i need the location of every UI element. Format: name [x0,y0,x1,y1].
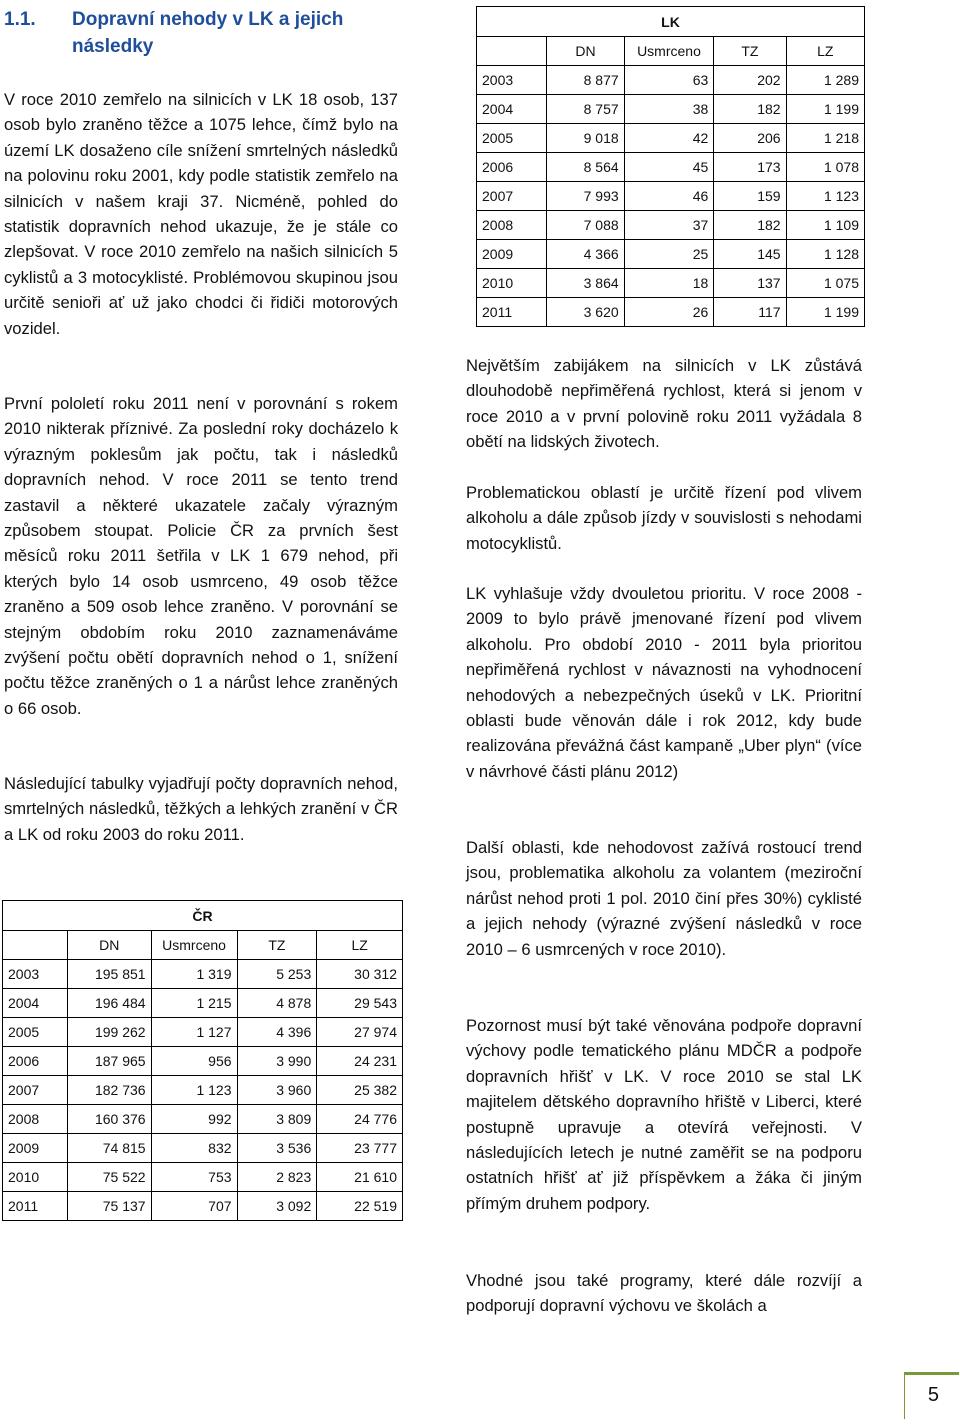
table-cell-value: 23 777 [317,1134,403,1163]
table-cell-value: 1 218 [786,124,864,153]
table-cell-value: 30 312 [317,960,403,989]
table-row [3,1105,403,1134]
table-cell-value: 75 522 [67,1163,151,1192]
table-cell-value: 1 123 [151,1076,237,1105]
table-cell-year: 2003 [3,960,68,989]
table-cr [2,900,403,1221]
table-cell-value: 7 993 [547,182,624,211]
table-cell-year: 2004 [477,95,547,124]
table-cell-value: 4 366 [547,240,624,269]
table-cell-value: 21 610 [317,1163,403,1192]
table-cell-value: 26 [624,298,714,327]
section-title: Dopravní nehody v LK a jejich následky [72,9,344,57]
table-row [477,124,865,153]
table-lk [476,6,865,327]
table-cell-value: 74 815 [67,1134,151,1163]
table-row [3,1076,403,1105]
table-row [477,269,865,298]
table-cell-value: 4 878 [237,989,317,1018]
table-cell-value: 199 262 [67,1018,151,1047]
table-lk-header-tz: TZ [714,37,786,66]
table-cell-value: 1 128 [786,240,864,269]
table-cell-value: 182 [714,95,786,124]
table-cell-value: 160 376 [67,1105,151,1134]
paragraph-priority: LK vyhlašuje vždy dvouletou prioritu. V roce 2008 - 2009 to bylo právě jmenované řízení pod vlivem alkoholu. Pro období 2010 - 2011 byla prioritou nepřiměřená rychlost v návaznosti na vyhodnocení nehodových a nebezpečných úseků v LK. Prioritní oblasti bude věnován dále i rok 2012, kdy bude realizována převážná část kampaně „Uber plyn“ (více v návrhové části plánu 2012) [466,584,862,781]
table-cell-year: 2009 [3,1134,68,1163]
table-row [477,182,865,211]
page-number: 5 [927,1384,939,1406]
table-row [477,240,865,269]
table-cr-header-tz: TZ [237,931,317,960]
paragraph-intro: V roce 2010 zemřelo na silnicích v LK 18 osob, 137 osob bylo zraněno těžce a 1075 lehce, čímž bylo na území LK dosaženo cíle snížení smrtelných následků na polovinu roku 2001, kdy podle statistik zemřelo na silnicích v našem kraji 37. Nicméně, pohled do statistik dopravních nehod ukazuje, že je stále co zlepšovat. V roce 2010 zemřelo na našich silnicích 5 cyklistů a 3 motocyklisté. Problémovou skupinou jsou určitě senioři ať už jako chodci či řidiči motorových vozidel. [4,90,398,338]
table-row [3,1192,403,1221]
paragraph-first-half-2011: První pololetí roku 2011 není v porovnání s rokem 2010 nikterak příznivé. Za poslední roky docházelo k výrazným poklesům jak počtu, tak i následků dopravních nehod. V roce 2011 se tento trend zastavil a některé ukazatele začaly výrazným způsobem stoupat. Policie ČR za prvních šest měsíců roku 2011 šetřila v LK 1 679 nehod, při kterých bylo 14 osob usmrceno, 49 osob těžce zraněno a 509 osob lehce zraněno. V porovnání se stejným obdobím roku 2010 zaznamenáváme zvýšení počtu obětí dopravních nehod o 1, snížení počtu těžce zraněných o 1 a nárůst lehce zraněných o 66 osob. [4,394,398,718]
table-cell-year: 2008 [3,1105,68,1134]
table-cell-value: 1 109 [786,211,864,240]
table-lk-header-empty [477,37,547,66]
table-cell-value: 8 757 [547,95,624,124]
table-cell-value: 27 974 [317,1018,403,1047]
table-cell-value: 832 [151,1134,237,1163]
table-cell-value: 753 [151,1163,237,1192]
table-cell-value: 2 823 [237,1163,317,1192]
table-cell-year: 2011 [3,1192,68,1221]
table-cell-value: 3 536 [237,1134,317,1163]
table-cell-value: 46 [624,182,714,211]
table-cell-value: 1 127 [151,1018,237,1047]
table-cell-value: 3 960 [237,1076,317,1105]
table-cell-year: 2005 [477,124,547,153]
table-cell-value: 63 [624,66,714,95]
table-lk-header-usmrceno: Usmrceno [624,37,714,66]
table-cell-year: 2006 [3,1047,68,1076]
table-cr-title: ČR [3,901,403,931]
table-cell-value: 45 [624,153,714,182]
table-cell-value: 22 519 [317,1192,403,1221]
table-cell-value: 42 [624,124,714,153]
table-row [477,211,865,240]
table-cell-value: 195 851 [67,960,151,989]
table-cell-value: 1 199 [786,298,864,327]
table-cell-value: 3 620 [547,298,624,327]
table-cell-value: 4 396 [237,1018,317,1047]
table-row [3,1047,403,1076]
table-row [477,153,865,182]
table-cell-value: 956 [151,1047,237,1076]
table-cell-year: 2003 [477,66,547,95]
table-cr-header-lz: LZ [317,931,403,960]
table-lk-title: LK [477,7,865,37]
table-cell-value: 159 [714,182,786,211]
table-cell-value: 1 075 [786,269,864,298]
table-cell-value: 187 965 [67,1047,151,1076]
table-cell-value: 117 [714,298,786,327]
table-cell-value: 18 [624,269,714,298]
table-cell-year: 2004 [3,989,68,1018]
table-cell-year: 2010 [3,1163,68,1192]
section-number: 1.1. [4,9,36,30]
table-cell-value: 1 215 [151,989,237,1018]
page-number-box [904,1372,959,1419]
table-row [477,95,865,124]
table-cell-value: 75 137 [67,1192,151,1221]
table-cell-year: 2005 [3,1018,68,1047]
table-cell-value: 992 [151,1105,237,1134]
table-cell-value: 25 382 [317,1076,403,1105]
table-cell-value: 3 809 [237,1105,317,1134]
table-cell-year: 2007 [3,1076,68,1105]
table-cell-value: 1 319 [151,960,237,989]
table-lk-header-dn: DN [547,37,624,66]
table-cell-value: 1 199 [786,95,864,124]
table-cell-value: 24 231 [317,1047,403,1076]
table-cell-year: 2007 [477,182,547,211]
table-cell-value: 29 543 [317,989,403,1018]
table-cell-value: 206 [714,124,786,153]
paragraph-speed: Největším zabijákem na silnicích v LK zůstává dlouhodobě nepřiměřená rychlost, která si jenom v roce 2010 a v první polovině roku 2011 vyžádala 8 obětí na lidských životech. [466,356,862,452]
table-lk-header-lz: LZ [786,37,864,66]
table-cell-value: 1 078 [786,153,864,182]
table-cell-value: 24 776 [317,1105,403,1134]
table-cell-year: 2011 [477,298,547,327]
paragraph-programs: Vhodné jsou také programy, které dále rozvíjí a podporují dopravní výchovu ve školách a [466,1271,862,1316]
paragraph-tables-intro: Následující tabulky vyjadřují počty dopravních nehod, smrtelných následků, těžkých a lehkých zranění v ČR a LK od roku 2003 do roku 2011. [4,774,398,844]
table-cell-value: 8 564 [547,153,624,182]
table-cell-year: 2006 [477,153,547,182]
table-row [3,1018,403,1047]
table-cell-value: 9 018 [547,124,624,153]
table-cell-value: 1 289 [786,66,864,95]
table-cell-value: 1 123 [786,182,864,211]
table-row [3,960,403,989]
table-cell-value: 173 [714,153,786,182]
table-cr-header-empty [3,931,68,960]
table-cell-value: 8 877 [547,66,624,95]
table-cell-value: 7 088 [547,211,624,240]
table-cell-value: 202 [714,66,786,95]
table-cell-value: 707 [151,1192,237,1221]
table-cell-value: 182 [714,211,786,240]
table-row [477,298,865,327]
table-cell-year: 2010 [477,269,547,298]
paragraph-alcohol: Problematickou oblastí je určitě řízení pod vlivem alkoholu a dále způsob jízdy v souvislosti s nehodami motocyklistů. [466,483,862,553]
table-cell-value: 137 [714,269,786,298]
table-cell-value: 37 [624,211,714,240]
table-row [3,1134,403,1163]
table-cell-value: 3 092 [237,1192,317,1221]
table-cell-value: 3 990 [237,1047,317,1076]
table-row [477,66,865,95]
table-cell-value: 3 864 [547,269,624,298]
table-row [3,1163,403,1192]
table-cell-value: 5 253 [237,960,317,989]
table-cell-year: 2009 [477,240,547,269]
table-cell-year: 2008 [477,211,547,240]
table-cell-value: 196 484 [67,989,151,1018]
table-cr-header-usmrceno: Usmrceno [151,931,237,960]
table-cell-value: 38 [624,95,714,124]
table-cell-value: 182 736 [67,1076,151,1105]
paragraph-trends: Další oblasti, kde nehodovost zažívá rostoucí trend jsou, problematika alkoholu za volantem (meziroční nárůst nehod proti 1 pol. 2010 činí přes 30%) cyklisté a jejich nehody (výrazné zvýšení následků v roce 2010 – 6 usmrcených v roce 2010). [466,838,862,959]
table-cr-header-dn: DN [67,931,151,960]
table-cell-value: 25 [624,240,714,269]
table-cell-value: 145 [714,240,786,269]
paragraph-education: Pozornost musí být také věnována podpoře dopravní výchovy podle tematického plánu MDČR a podpoře dopravních hřišť v LK. V roce 2010 se stal LK majitelem dětského dopravního hřiště v Liberci, které postupně upravuje a otevírá veřejnosti. V následujících letech je nutné zaměřit se na podporu ostatních hřišť ať již příspěvkem a žáka či jiným přímým druhem podpory. [466,1016,862,1213]
table-row [3,989,403,1018]
